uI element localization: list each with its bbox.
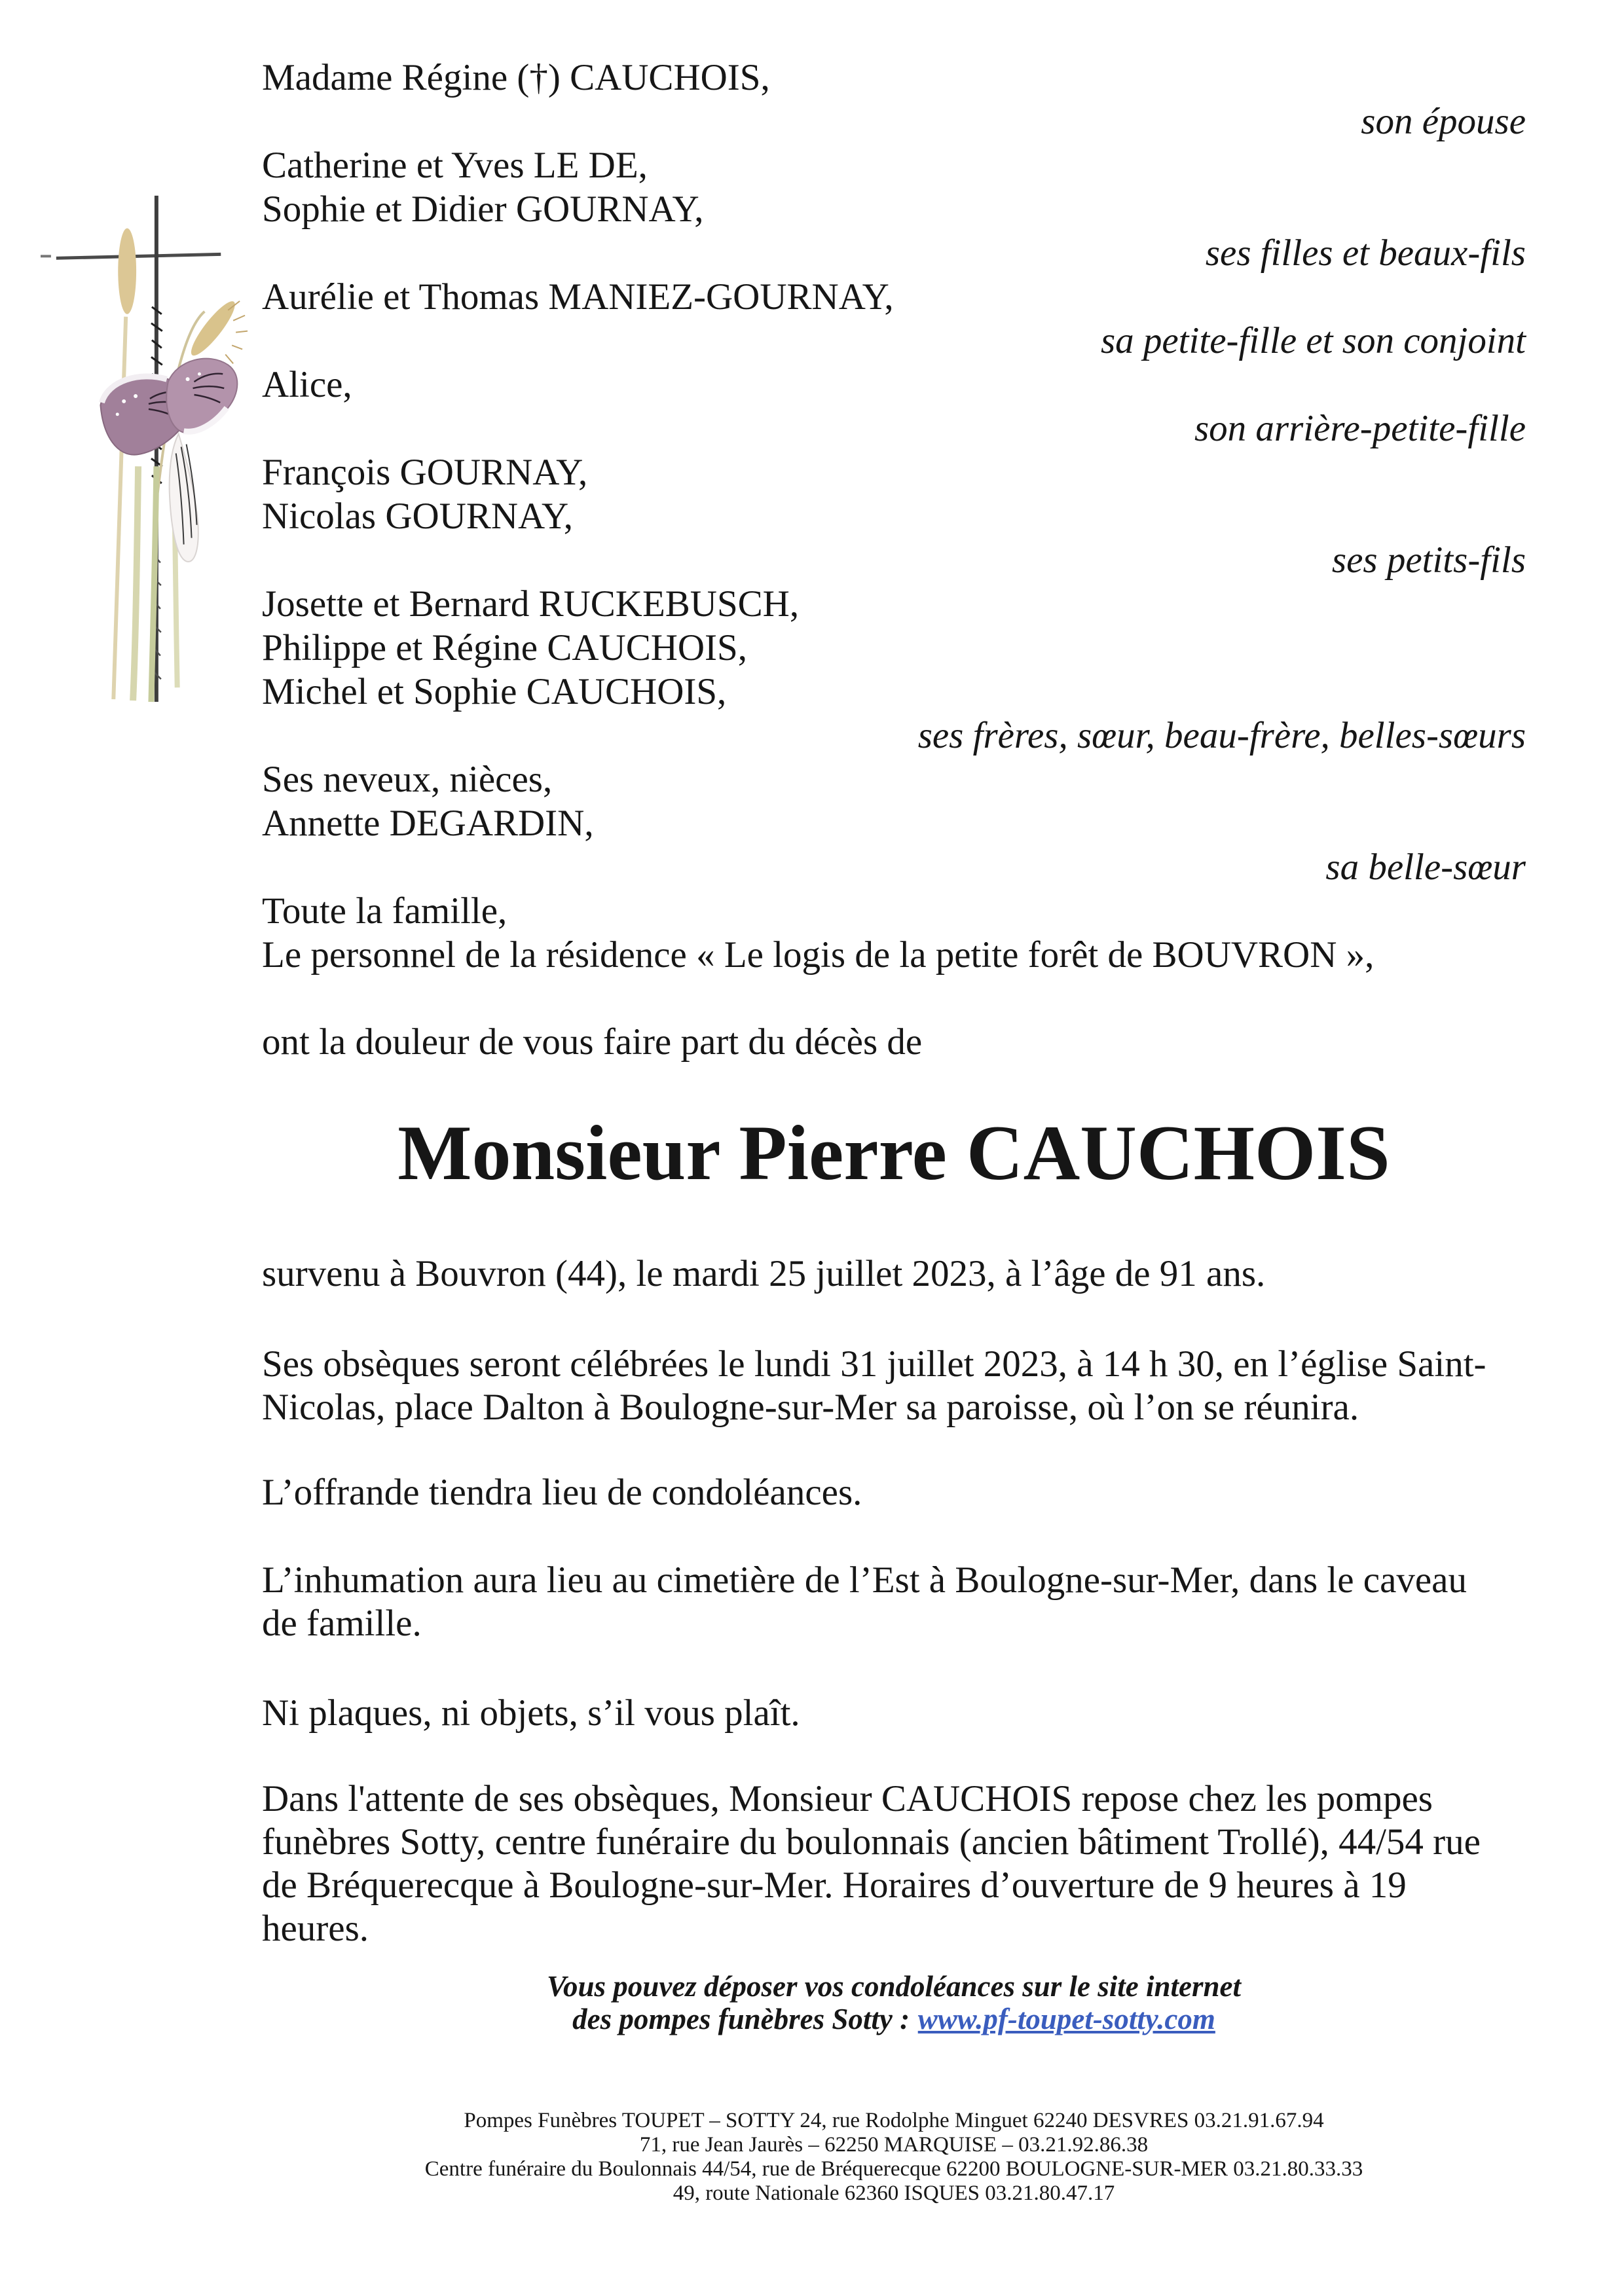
family-member-line: Toute la famille, (262, 890, 507, 932)
paragraph-line: funèbres Sotty, centre funéraire du boulonnais (ancien bâtiment Trollé), 44/54 rue (262, 1821, 1481, 1863)
family-member-line: François GOURNAY, (262, 452, 588, 493)
family-member-line: Le personnel de la résidence « Le logis de la petite forêt de BOUVRON », (262, 934, 1375, 975)
paragraph-line: heures. (262, 1908, 369, 1949)
paragraph-line: L’inhumation aura lieu au cimetière de l’Est à Boulogne-sur-Mer, dans le caveau (262, 1559, 1467, 1601)
paragraph-line: Ses obsèques seront célébrées le lundi 31 juillet 2023, à 14 h 30, en l’église Saint- (262, 1343, 1486, 1385)
family-member-line: Ses neveux, nièces, (262, 759, 553, 800)
relation-label: sa belle-sœur (1325, 847, 1526, 888)
relation-label: sa petite-fille et son conjoint (1100, 320, 1526, 361)
paragraph-line: L’offrande tiendra lieu de condoléances. (262, 1472, 862, 1513)
cross-and-lilies-image (41, 187, 249, 707)
relation-label: ses filles et beaux-fils (1205, 232, 1526, 274)
family-member-line: Sophie et Didier GOURNAY, (262, 189, 704, 230)
family-member-line: Annette DEGARDIN, (262, 803, 594, 844)
burial-paragraph (262, 1559, 1526, 1645)
funeral-home-footer (262, 2109, 1526, 2206)
cross-horizontal-bar (56, 254, 221, 258)
paragraph-line: Nicolas, place Dalton à Boulogne-sur-Mer sa paroisse, où l’on se réunira. (262, 1387, 1359, 1428)
no-plaques-paragraph (262, 1692, 1526, 1735)
family-member-line: Nicolas GOURNAY, (262, 496, 574, 537)
wheat-stem-left (113, 317, 126, 699)
footer-address-line: Pompes Funèbres TOUPET – SOTTY 24, rue Rodolphe Minguet 62240 DESVRES 03.21.91.67.94 (464, 2109, 1324, 2132)
wheat-awns-right (225, 301, 248, 363)
paragraph-line: de Bréquerecque à Boulogne-sur-Mer. Horaires d’ouverture de 9 heures à 19 (262, 1865, 1407, 1906)
relation-label: ses frères, sœur, beau-frère, belles-sœurs (917, 715, 1526, 756)
family-member-line: Josette et Bernard RUCKEBUSCH, (262, 583, 800, 625)
condolences-line (262, 2003, 1526, 2035)
family-member-line: Catherine et Yves LE DE, (262, 145, 648, 186)
family-member-line: Madame Régine (†) CAUCHOIS, (262, 57, 770, 98)
condolences-note (262, 1970, 1526, 2035)
lily-stem-1 (133, 466, 138, 701)
condolences-line: Vous pouvez déposer vos condoléances sur le site internet (546, 1970, 1241, 2003)
deceased-name: Monsieur Pierre CAUCHOIS (397, 1109, 1390, 1196)
offering-paragraph (262, 1471, 1526, 1514)
paragraph-line: Ni plaques, ni objets, s’il vous plaît. (262, 1692, 800, 1734)
wheat-head-left (118, 228, 136, 314)
family-member-line: Aurélie et Thomas MANIEZ-GOURNAY, (262, 276, 894, 318)
announcement-content (262, 56, 1526, 2206)
relation-label: son épouse (1361, 101, 1526, 142)
family-member-line: Michel et Sophie CAUCHOIS, (262, 671, 727, 712)
family-member-line: Philippe et Régine CAUCHOIS, (262, 627, 747, 668)
condolences-prefix: des pompes funèbres Sotty : (572, 2003, 910, 2035)
funeral-service-paragraph (262, 1343, 1526, 1429)
paragraph-line: Dans l'attente de ses obsèques, Monsieur CAUCHOIS repose chez les pompes (262, 1778, 1433, 1819)
relation-label: son arrière-petite-fille (1194, 408, 1526, 449)
death-details-line: survenu à Bouvron (44), le mardi 25 juillet 2023, à l’âge de 91 ans. (262, 1253, 1266, 1294)
footer-address-line: 49, route Nationale 62360 ISQUES 03.21.80.47.17 (673, 2181, 1115, 2205)
intro-line: ont la douleur de vous faire part du décès de (262, 1021, 923, 1063)
footer-address-line: 71, rue Jean Jaurès – 62250 MARQUISE – 03.21.92.86.38 (639, 2133, 1149, 2157)
repose-paragraph (262, 1777, 1526, 1950)
footer-address-line: Centre funéraire du Boulonnais 44/54, rue de Bréquerecque 62200 BOULOGNE-SUR-MER 03.21.80.33.33 (424, 2157, 1363, 2181)
paragraph-line: de famille. (262, 1603, 422, 1644)
condolences-website-link[interactable]: www.pf-toupet-sotty.com (917, 2003, 1215, 2035)
relation-label: ses petits-fils (1331, 539, 1526, 581)
family-member-line: Alice, (262, 364, 352, 405)
